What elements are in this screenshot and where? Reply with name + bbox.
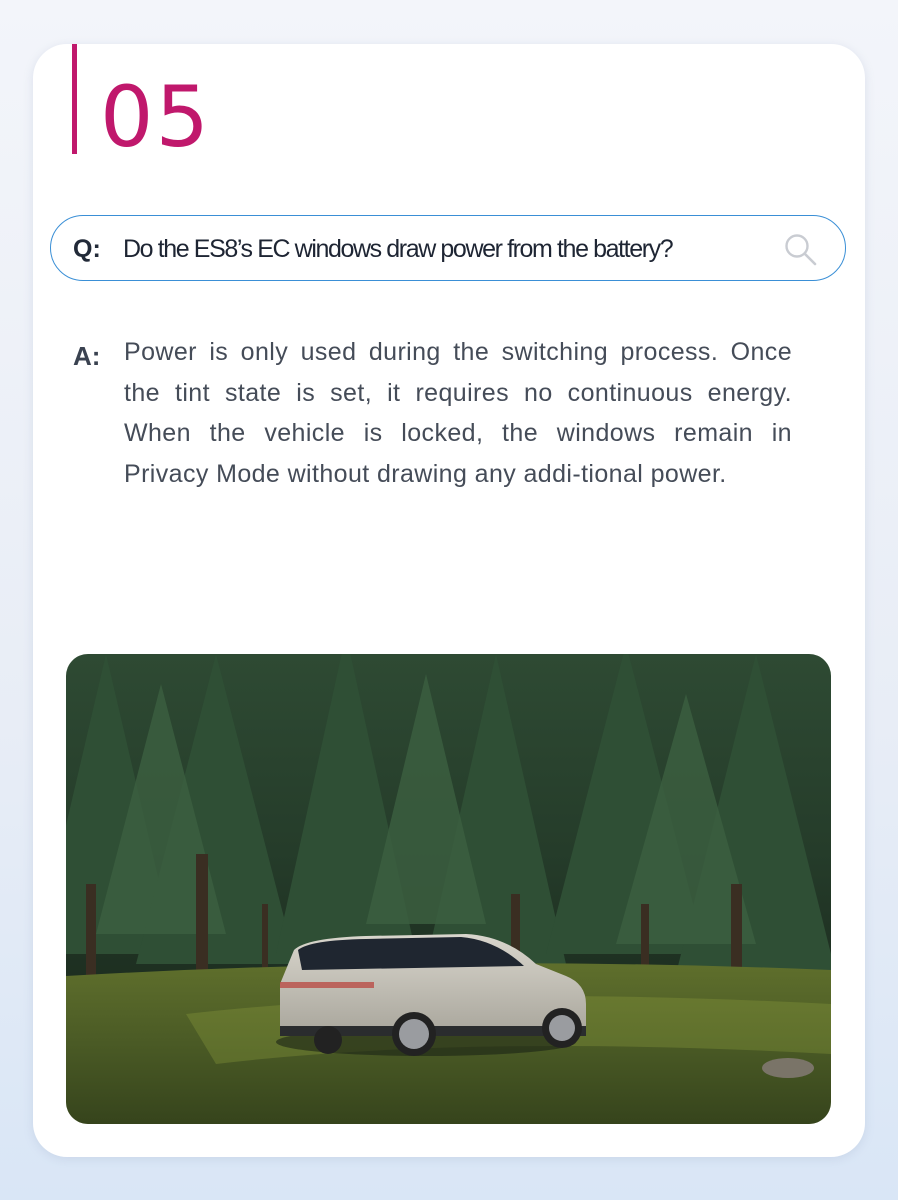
accent-bar xyxy=(72,44,77,154)
answer-text: Power is only used during the switching process. Once the tint state is set, it requires no continuous energy. When the vehicle is locked, the windows remain in Privacy Mode without drawing any addi-tional power. xyxy=(124,338,792,488)
question-search-box[interactable] xyxy=(50,215,846,281)
search-icon[interactable] xyxy=(783,232,819,268)
forest-car-photo xyxy=(66,654,831,1124)
item-number: 05 xyxy=(100,68,211,166)
photo-illustration xyxy=(66,654,831,1124)
question-text: Do the ES8’s EC windows draw power from the battery? xyxy=(123,235,673,263)
question-prefix: Q: xyxy=(73,235,101,263)
answer-prefix: A: xyxy=(73,341,101,371)
